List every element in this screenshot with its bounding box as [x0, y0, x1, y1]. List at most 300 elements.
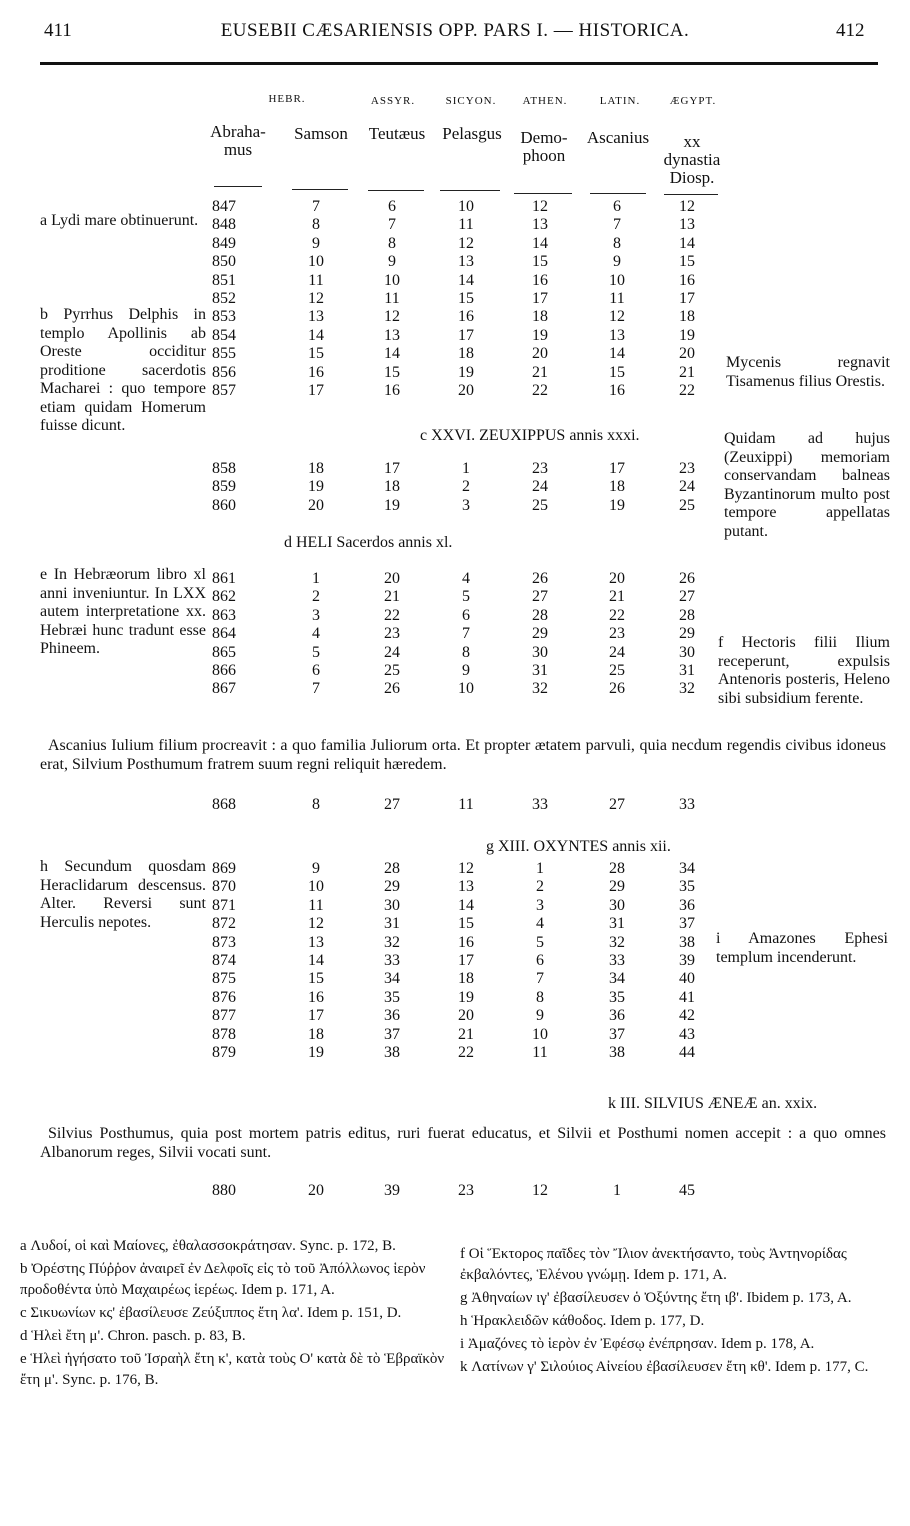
block2-samson-column [288, 460, 344, 515]
table-cell: 12 [384, 308, 400, 326]
table-cell: 36 [609, 1007, 625, 1025]
table-cell: 44 [679, 1044, 695, 1062]
block4-ascanius-column [584, 860, 650, 1062]
block3-pelasgus-column [434, 570, 498, 699]
table-cell: 17 [609, 460, 625, 477]
table-cell: 24 [384, 643, 400, 661]
table-cell: 856 [212, 363, 236, 381]
block3-abraham-column [212, 570, 268, 699]
table-cell: 12 [532, 198, 548, 215]
table-cell: 8 [613, 234, 621, 252]
table-cell: 861 [212, 570, 236, 587]
footnotes-right [460, 1244, 878, 1378]
col-teutaeus: Teutæus [368, 124, 426, 143]
table-cell: 866 [212, 662, 236, 680]
table-cell: 22 [384, 606, 400, 624]
block2-teutaeus-column [362, 460, 422, 515]
block1-abraham-column [212, 198, 268, 400]
table-cell: 26 [532, 570, 548, 587]
table-cell: 20 [458, 1007, 474, 1025]
table-cell: 9 [536, 1007, 544, 1025]
table-cell: 34 [679, 860, 695, 877]
table-cell: 18 [458, 970, 474, 988]
table-cell: 875 [212, 970, 236, 988]
table-cell: 1 [536, 860, 544, 877]
table-cell: 29 [384, 878, 400, 896]
table-cell: 17 [458, 326, 474, 344]
table-cell: 29 [679, 625, 695, 643]
table-cell: 24 [679, 478, 695, 496]
table-cell: 31 [532, 662, 548, 680]
block3-teutaeus-column [362, 570, 422, 699]
table-cell: 17 [458, 952, 474, 970]
table-cell: 14 [384, 345, 400, 363]
table-cell: 19 [308, 478, 324, 496]
table-cell: 849 [212, 234, 236, 252]
table-cell: 16 [679, 271, 695, 289]
table-cell: 23 [384, 625, 400, 643]
col-ascanius: Ascanius [586, 128, 650, 147]
table-cell: 871 [212, 896, 236, 914]
table-cell: 26 [609, 680, 625, 698]
table-cell: 19 [308, 1044, 324, 1062]
table-cell: 7 [312, 680, 320, 698]
col-rule [590, 193, 646, 194]
footnote-g: g Ἀθηναίων ιγ' ἐβασίλευσεν ὁ Ὀξύντης ἔτη ιβ'. Ibidem p. 173, A. [460, 1290, 852, 1306]
table-cell: 2 [462, 478, 470, 496]
col-samson: Samson [294, 124, 348, 143]
table-cell: 25 [532, 496, 548, 514]
footnote-i: i Ἀμαζόνες τὸ ἱερὸν ἐν Ἐφέσῳ ἐνέπρησαν. Idem p. 178, A. [460, 1336, 815, 1352]
table-cell: 28 [679, 606, 695, 624]
table-cell: 27 [679, 588, 695, 606]
table-cell: 18 [679, 308, 695, 326]
table-cell: 865 [212, 643, 236, 661]
reign-k-silvius: k III. SILVIUS ÆNEÆ an. xxix. [608, 1095, 818, 1112]
table-cell: 16 [308, 363, 324, 381]
table-cell: 3 [312, 606, 320, 624]
table-cell: 30 [384, 896, 400, 914]
block3-aegypt-column [654, 570, 720, 699]
region-latin: LATIN. [599, 95, 641, 107]
row880-cell: 23 [458, 1182, 474, 1199]
table-cell: 16 [458, 933, 474, 951]
row880-cell: 20 [308, 1182, 324, 1199]
block1-pelasgus-column [434, 198, 498, 400]
table-cell: 10 [458, 680, 474, 698]
table-cell: 5 [462, 588, 470, 606]
table-cell: 11 [458, 216, 474, 234]
table-cell: 8 [388, 234, 396, 252]
table-cell: 22 [458, 1044, 474, 1062]
table-cell: 852 [212, 290, 236, 308]
table-cell: 8 [536, 988, 544, 1006]
table-cell: 26 [384, 680, 400, 698]
reign-c-zeuxippus: c XXVI. ZEUXIPPUS annis xxxi. [420, 427, 640, 444]
row868-cell: 33 [532, 796, 548, 813]
table-cell: 7 [462, 625, 470, 643]
footnote-e: e Ἡλεὶ ἡγήσατο τοῦ Ἰσραὴλ ἔτη κ', κατὰ τοὺς Ο' κατὰ δὲ τὸ Ἑβραϊκὸν ἔτη μ'. Sync. p. 176, B. [20, 1351, 445, 1388]
block1-samson-column [288, 198, 344, 400]
row868-cell: 27 [609, 796, 625, 813]
table-cell: 28 [532, 606, 548, 624]
row868-cell: 27 [384, 796, 400, 813]
table-cell: 19 [609, 496, 625, 514]
row868-cell: 33 [679, 796, 695, 813]
table-cell: 42 [679, 1007, 695, 1025]
table-cell: 6 [388, 198, 396, 215]
table-cell: 13 [609, 326, 625, 344]
table-cell: 863 [212, 606, 236, 624]
table-cell: 1 [462, 460, 470, 477]
table-cell: 2 [536, 878, 544, 896]
table-cell: 21 [384, 588, 400, 606]
side-note-i: i Amazones Ephesi templum incenderunt. [716, 930, 888, 966]
table-cell: 877 [212, 1007, 236, 1025]
footnotes-left [20, 1236, 454, 1391]
table-cell: 13 [532, 216, 548, 234]
table-cell: 854 [212, 326, 236, 344]
table-cell: 12 [458, 234, 474, 252]
table-cell: 25 [609, 662, 625, 680]
row868-cell: 8 [312, 796, 320, 813]
block1-ascanius-column [584, 198, 650, 400]
table-cell: 24 [532, 478, 548, 496]
col-rule [440, 190, 500, 191]
table-cell: 32 [384, 933, 400, 951]
footnote-b: b Ὀρέστης Πύῤῥον ἀναιρεῖ ἐν Δελφοῖς εἰς τὸ τοῦ Ἀπόλλωνος ἱερὸν προδοθέντα ὑπὸ Μαχαιρέως ἱερέως. Idem p. 171, A. [20, 1261, 426, 1298]
table-cell: 32 [609, 933, 625, 951]
table-cell: 10 [532, 1025, 548, 1043]
table-cell: 12 [308, 290, 324, 308]
table-cell: 18 [308, 460, 324, 477]
header-rule [40, 62, 878, 65]
table-cell: 14 [609, 345, 625, 363]
table-cell: 39 [679, 952, 695, 970]
table-cell: 20 [308, 496, 324, 514]
table-cell: 40 [679, 970, 695, 988]
table-cell: 13 [458, 878, 474, 896]
table-cell: 38 [679, 933, 695, 951]
table-cell: 16 [532, 271, 548, 289]
reign-d-heli: d HELI Sacerdos annis xl. [284, 534, 453, 551]
side-note-mycenis: Mycenis regnavit Tisamenus filius Orestis. [726, 354, 890, 390]
reign-g-oxyntes: g XIII. OXYNTES annis xii. [486, 838, 671, 855]
row880-cell: 880 [212, 1182, 236, 1199]
table-cell: 32 [679, 680, 695, 698]
table-cell: 15 [458, 290, 474, 308]
table-cell: 860 [212, 496, 236, 514]
col-pelasgus: Pelasgus [442, 124, 502, 143]
table-cell: 12 [458, 860, 474, 877]
table-cell: 15 [384, 363, 400, 381]
table-cell: 38 [609, 1044, 625, 1062]
table-cell: 11 [308, 271, 324, 289]
side-note-f: f Hectoris filii Ilium receperunt, expulsis Antenoris posteris, Heleno sibi subsidium ferente. [718, 634, 890, 707]
table-cell: 21 [609, 588, 625, 606]
table-cell: 9 [312, 860, 320, 877]
table-cell: 878 [212, 1025, 236, 1043]
region-aegypt: ÆGYPT. [669, 95, 717, 107]
block3-samson-column [288, 570, 344, 699]
table-cell: 9 [312, 234, 320, 252]
table-cell: 37 [679, 915, 695, 933]
table-cell: 19 [532, 326, 548, 344]
table-cell: 14 [308, 952, 324, 970]
region-athen: ATHEN. [522, 95, 568, 107]
table-cell: 35 [609, 988, 625, 1006]
table-cell: 33 [609, 952, 625, 970]
table-cell: 28 [609, 860, 625, 877]
block2-pelasgus-column [434, 460, 498, 515]
table-cell: 873 [212, 933, 236, 951]
block2-aegypt-column [654, 460, 720, 515]
table-cell: 859 [212, 478, 236, 496]
row880-cell: 12 [532, 1182, 548, 1199]
table-cell: 876 [212, 988, 236, 1006]
block1-aegypt-column [654, 198, 720, 400]
table-cell: 35 [384, 988, 400, 1006]
footnote-k: k Λατίνων γ' Σιλούιος Αἰνείου ἐβασίλευσεν ἔτη κθ'. Idem p. 177, C. [460, 1359, 869, 1375]
table-cell: 874 [212, 952, 236, 970]
table-cell: 847 [212, 198, 236, 215]
table-cell: 13 [384, 326, 400, 344]
left-page-number: 411 [44, 20, 72, 41]
col-demophoon: Demo- phoon [520, 128, 568, 165]
table-cell: 853 [212, 308, 236, 326]
table-cell: 14 [458, 271, 474, 289]
col-aegypt: xx dynastia Diosp. [663, 132, 721, 187]
table-cell: 36 [384, 1007, 400, 1025]
side-note-h: h Secundum quosdam Heraclidarum descensus. Alter. Reversi sunt Herculis nepotes. [40, 858, 206, 931]
table-cell: 17 [532, 290, 548, 308]
block1-teutaeus-column [362, 198, 422, 400]
block4-demophoon-column [508, 860, 572, 1062]
table-cell: 13 [308, 308, 324, 326]
table-cell: 862 [212, 588, 236, 606]
table-cell: 857 [212, 382, 236, 400]
table-cell: 19 [458, 363, 474, 381]
table-cell: 37 [609, 1025, 625, 1043]
block2-abraham-column [212, 460, 268, 515]
table-cell: 8 [312, 216, 320, 234]
table-cell: 29 [609, 878, 625, 896]
table-cell: 31 [384, 915, 400, 933]
table-cell: 850 [212, 253, 236, 271]
col-rule [664, 194, 718, 195]
table-cell: 6 [613, 198, 621, 215]
table-cell: 20 [609, 570, 625, 587]
row880-cell: 45 [679, 1182, 695, 1199]
table-cell: 6 [462, 606, 470, 624]
col-rule [214, 186, 262, 187]
table-cell: 38 [384, 1044, 400, 1062]
table-cell: 19 [679, 326, 695, 344]
table-cell: 879 [212, 1044, 236, 1062]
footnote-h: h Ἡρακλειδῶν κάθοδος. Idem p. 177, D. [460, 1313, 705, 1329]
table-cell: 870 [212, 878, 236, 896]
table-cell: 5 [312, 643, 320, 661]
table-cell: 25 [679, 496, 695, 514]
table-cell: 11 [609, 290, 625, 308]
table-cell: 10 [458, 198, 474, 215]
table-cell: 25 [384, 662, 400, 680]
table-cell: 4 [312, 625, 320, 643]
table-cell: 851 [212, 271, 236, 289]
table-cell: 9 [388, 253, 396, 271]
table-cell: 16 [308, 988, 324, 1006]
block4-abraham-column [212, 860, 268, 1062]
table-cell: 6 [536, 952, 544, 970]
table-cell: 16 [458, 308, 474, 326]
table-cell: 34 [384, 970, 400, 988]
table-cell: 33 [384, 952, 400, 970]
table-cell: 31 [609, 915, 625, 933]
row880-cell: 39 [384, 1182, 400, 1199]
block3-ascanius-column [584, 570, 650, 699]
table-cell: 10 [384, 271, 400, 289]
side-note-b: b Pyrrhus Delphis in templo Apollinis ab Oreste occiditur proditione sacerdotis Macharei : quo tempore etiam quidam Homerum fuisse dicunt. [40, 306, 206, 434]
table-cell: 848 [212, 216, 236, 234]
table-cell: 43 [679, 1025, 695, 1043]
footnote-c: c Σικυωνίων κς' ἐβασίλευσε Ζεύξιππος ἔτη λα'. Idem p. 151, D. [20, 1305, 402, 1321]
table-cell: 41 [679, 988, 695, 1006]
footnote-d: d Ἡλεὶ ἔτη μ'. Chron. pasch. p. 83, B. [20, 1328, 246, 1344]
table-cell: 13 [308, 933, 324, 951]
table-cell: 17 [384, 460, 400, 477]
table-cell: 7 [613, 216, 621, 234]
table-cell: 18 [609, 478, 625, 496]
table-cell: 4 [462, 570, 470, 587]
table-cell: 10 [308, 878, 324, 896]
table-cell: 32 [532, 680, 548, 698]
block2-demophoon-column [508, 460, 572, 515]
table-cell: 22 [532, 382, 548, 400]
table-cell: 2 [312, 588, 320, 606]
block3-demophoon-column [508, 570, 572, 699]
table-cell: 27 [532, 588, 548, 606]
table-cell: 7 [312, 198, 320, 215]
paragraph-silvius: Silvius Posthumus, quia post mortem patris editus, ruri fuerat educatus, et Silvii et Posthumi nomen accepit : a quo omnes Albanorum reges, Silvii vocati sunt. [40, 1125, 886, 1161]
footnote-a: a Λυδοί, οἱ καὶ Μαίονες, ἐθαλασσοκράτησαν. Sync. p. 172, B. [20, 1238, 396, 1254]
table-cell: 9 [613, 253, 621, 271]
table-cell: 37 [384, 1025, 400, 1043]
row880-cell: 1 [613, 1182, 621, 1199]
right-page-number: 412 [836, 20, 865, 41]
table-cell: 10 [609, 271, 625, 289]
table-cell: 28 [384, 860, 400, 877]
table-cell: 12 [679, 198, 695, 215]
table-cell: 15 [679, 253, 695, 271]
side-note-quidam: Quidam ad hujus (Zeuxippi) memoriam conservandam balneas Byzantinorum multo post tempore appellatas putant. [724, 430, 890, 540]
row868-cell: 11 [458, 796, 474, 813]
table-cell: 8 [462, 643, 470, 661]
table-cell: 5 [536, 933, 544, 951]
table-cell: 17 [679, 290, 695, 308]
block4-teutaeus-column [362, 860, 422, 1062]
block4-aegypt-column [654, 860, 720, 1062]
table-cell: 19 [458, 988, 474, 1006]
table-cell: 23 [532, 460, 548, 477]
row868-cell: 868 [212, 796, 236, 813]
table-cell: 21 [532, 363, 548, 381]
table-cell: 17 [308, 1007, 324, 1025]
col-rule [368, 190, 424, 191]
table-cell: 23 [679, 460, 695, 477]
region-sicyon: SICYON. [445, 95, 497, 107]
table-cell: 34 [609, 970, 625, 988]
table-cell: 18 [384, 478, 400, 496]
col-rule [292, 189, 348, 190]
table-cell: 11 [384, 290, 400, 308]
table-cell: 29 [532, 625, 548, 643]
block1-demophoon-column [508, 198, 572, 400]
table-cell: 3 [462, 496, 470, 514]
table-cell: 13 [679, 216, 695, 234]
table-cell: 864 [212, 625, 236, 643]
table-cell: 6 [312, 662, 320, 680]
table-cell: 11 [308, 896, 324, 914]
table-cell: 9 [462, 662, 470, 680]
table-cell: 22 [679, 382, 695, 400]
table-cell: 20 [532, 345, 548, 363]
table-cell: 1 [312, 570, 320, 587]
table-cell: 30 [532, 643, 548, 661]
side-note-e: e In Hebræorum libro xl anni inveniuntur. In LXX autem interpretatione xx. Hebræi hunc tradunt esse Phineem. [40, 566, 206, 657]
block2-ascanius-column [584, 460, 650, 515]
table-cell: 30 [609, 896, 625, 914]
col-rule [514, 193, 572, 194]
region-hebr: HEBR. [268, 93, 306, 105]
table-cell: 15 [308, 970, 324, 988]
block4-samson-column [288, 860, 344, 1062]
table-cell: 19 [384, 496, 400, 514]
table-cell: 872 [212, 915, 236, 933]
region-assyr: ASSYR. [370, 95, 416, 107]
footnote-f: f Οἱ Ἕκτορος παῖδες τὸν Ἴλιον ἀνεκτήσαντο, τοὺς Ἀντηνορίδας ἐκβαλόντες, Ἑλένου γνώμῃ. Idem p. 171, A. [460, 1246, 847, 1283]
table-cell: 16 [384, 382, 400, 400]
table-cell: 15 [609, 363, 625, 381]
table-cell: 15 [458, 915, 474, 933]
table-cell: 22 [609, 606, 625, 624]
table-cell: 36 [679, 896, 695, 914]
table-cell: 18 [532, 308, 548, 326]
table-cell: 20 [384, 570, 400, 587]
table-cell: 15 [308, 345, 324, 363]
table-cell: 14 [458, 896, 474, 914]
table-cell: 7 [388, 216, 396, 234]
block4-pelasgus-column [434, 860, 498, 1062]
table-cell: 23 [609, 625, 625, 643]
table-cell: 12 [609, 308, 625, 326]
table-cell: 13 [458, 253, 474, 271]
table-cell: 18 [458, 345, 474, 363]
table-cell: 12 [308, 915, 324, 933]
table-cell: 21 [679, 363, 695, 381]
table-cell: 24 [609, 643, 625, 661]
table-cell: 11 [532, 1044, 548, 1062]
side-note-a: a Lydi mare obtinuerunt. [40, 212, 199, 229]
table-cell: 4 [536, 915, 544, 933]
table-cell: 858 [212, 460, 236, 477]
table-cell: 14 [532, 234, 548, 252]
table-cell: 10 [308, 253, 324, 271]
paragraph-ascanius: Ascanius Iulium filium procreavit : a quo familia Juliorum orta. Et propter ætatem parvuli, quia necdum regendis civibus idoneus erat, Silvium Posthumum fratrem suum regni reliquit hæredem. [40, 737, 886, 773]
table-cell: 16 [609, 382, 625, 400]
table-cell: 26 [679, 570, 695, 587]
table-cell: 7 [536, 970, 544, 988]
table-cell: 14 [308, 326, 324, 344]
